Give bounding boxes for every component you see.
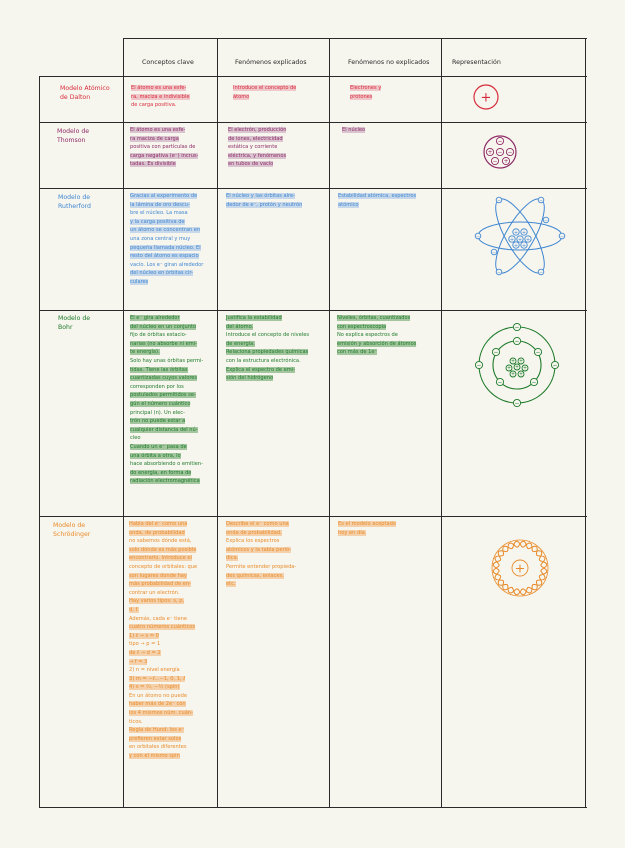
text-line: estática y corriente [228, 144, 278, 151]
text-line: la lámina de oro descu- [130, 201, 190, 208]
text-line: del núcleo en órbitas cir- [130, 270, 193, 277]
thomson-explained-cell [228, 126, 286, 169]
text-line: culares [130, 278, 149, 285]
text-line: onda, de probabilidad [129, 529, 185, 536]
text-line: cuantizadas cuyos valores [130, 375, 198, 382]
electron-symbol: − [476, 234, 480, 240]
proton-symbol: + [518, 359, 524, 365]
text-line: ticos. [129, 718, 143, 725]
thomson-model-name [57, 127, 89, 145]
dalton-model-name [60, 84, 110, 102]
table-left-border [39, 76, 40, 808]
text-line: de ℓ → d = 2 [129, 649, 161, 656]
charge-symbol: − [507, 149, 513, 156]
header-no-explicados: Fenómenos no explicados [348, 59, 430, 66]
nucleus-symbol: + [514, 561, 526, 577]
electron-symbol: − [493, 349, 499, 356]
text-line: atómico [338, 201, 359, 208]
proton-symbol: + [521, 229, 527, 236]
text-line: Explica los espectros [226, 538, 280, 545]
text-line: des químicas, enlaces, [226, 572, 284, 579]
text-line: vacío. Los e⁻ giran alrededor [130, 261, 204, 268]
text-line: Explica el espectro de emi- [226, 366, 296, 373]
column-divider [217, 38, 218, 808]
dalton-concepts-cell [131, 84, 190, 110]
text-line: prefieren estar solos [129, 735, 182, 742]
proton-symbol: + [506, 366, 512, 372]
bohr-explained-cell [226, 314, 309, 383]
rutherford-concepts-cell [130, 192, 203, 287]
row-divider [39, 516, 587, 517]
proton-symbol: + [521, 242, 527, 249]
text-line: → f = 3 [129, 658, 148, 665]
text-line: radiación electromagnética [130, 478, 200, 485]
charge-symbol: + [487, 149, 493, 156]
electron-symbol: − [539, 198, 543, 204]
text-line: del átomo. [226, 323, 254, 330]
thomson-atom-diagram [480, 132, 520, 172]
proton-symbol: + [514, 365, 520, 371]
text-line: dedor de e⁻, protón y neutrón [226, 201, 303, 208]
text-line: haber más de 2e⁻ con [129, 701, 186, 708]
text-line: No explica espectros de [337, 332, 398, 339]
text-line: bre el núcleo. La masa [130, 210, 188, 217]
dalton-unexplained-cell [350, 84, 381, 101]
proton-symbol: + [513, 229, 519, 236]
text-line: 1) ℓ → s = 0 [129, 632, 159, 639]
column-divider [441, 38, 442, 808]
text-line: corresponden por los [130, 383, 184, 390]
text-line: Permite entender propieda- [226, 563, 297, 570]
text-line: más probabilidad de en- [129, 581, 191, 588]
text-line: 2) n = nivel energía [129, 667, 180, 674]
bohr-atom-diagram [474, 322, 560, 408]
dalton-explained-cell [233, 84, 296, 101]
text-line: son lugares donde hay [129, 572, 187, 579]
thomson-unexplained-cell [342, 126, 365, 135]
text-line: tipo → p = 1 [129, 641, 161, 648]
electron-symbol: − [531, 379, 537, 386]
electron-symbol: − [514, 400, 520, 407]
header-conceptos: Conceptos clave [142, 59, 194, 66]
bohr-concepts-cell [130, 314, 203, 486]
proton-symbol: + [522, 366, 528, 372]
electron-symbol: − [476, 362, 482, 369]
text-line: emisión y absorción de átomos [337, 340, 417, 347]
header-explicados: Fenómenos explicados [235, 59, 307, 66]
model-name-line: Schrödinger [53, 531, 91, 538]
text-line: con espectroscopia [337, 323, 387, 330]
text-line: Solo hay unas órbitas permi- [130, 357, 204, 364]
text-line: pequeña llamada núcleo. El [130, 244, 201, 251]
text-line: cuatro números cuánticos [129, 624, 196, 631]
text-line: tadas. Es divisible [130, 161, 176, 168]
model-name-line: Modelo de [57, 128, 90, 135]
text-line: El átomo es una esfe- [130, 127, 186, 133]
text-line: atómicos y la tabla perió- [226, 546, 292, 553]
text-line: encontrarlo. Introduce el [129, 555, 192, 562]
text-line: protones [350, 93, 373, 100]
text-line: cualquier distancia del nú- [130, 426, 198, 433]
text-line: postulados permitidos se- [130, 392, 196, 399]
charge-symbol: + [480, 90, 492, 106]
text-line: del núcleo en un conjunto [130, 323, 197, 330]
text-line: con la estructura electrónica. [226, 357, 301, 364]
electron-symbol: − [497, 379, 503, 386]
text-line: Justifica la estabilidad [226, 315, 282, 321]
text-line: de energía. [226, 340, 255, 347]
electron-symbol: − [552, 362, 558, 369]
electron-symbol: − [497, 270, 501, 276]
text-line: una zona central y muy [130, 235, 191, 242]
text-line: no sabemos dónde está, [129, 538, 192, 545]
thomson-concepts-cell [130, 126, 198, 169]
model-name-line: de Dalton [60, 94, 91, 101]
row-divider [39, 122, 587, 123]
charge-symbol: + [503, 158, 509, 165]
text-line: 4) s = ½, −½ (spin) [129, 684, 180, 691]
schrodinger-explained-cell [226, 520, 296, 589]
text-line: una órbita a otra, lo [130, 452, 181, 459]
text-line: Electrones y [350, 85, 382, 91]
text-line: onda de probabilidad. [226, 529, 282, 536]
bohr-unexplained-cell [337, 314, 416, 357]
proton-symbol: + [525, 236, 531, 243]
column-divider [329, 38, 330, 808]
electron-symbol: − [539, 270, 543, 276]
charge-symbol: − [492, 158, 498, 165]
text-line: Hay varios tipos: s, p, [129, 598, 185, 605]
text-line: sión del hidrógeno [226, 375, 274, 382]
text-line: Habla del e⁻ como una [129, 521, 188, 527]
text-line: un átomo se concentran en [130, 227, 201, 234]
model-name-line: Modelo Atómico [60, 85, 110, 92]
schrodinger-model-name [53, 521, 90, 539]
text-line: átomo [233, 93, 250, 100]
charge-symbol: − [497, 138, 503, 145]
text-line: 3) m = −ℓ...−1, 0, 1, ℓ [129, 675, 186, 682]
text-line: ra maciza de carga [130, 135, 179, 142]
text-line: te energía). [130, 349, 160, 356]
text-line: y la carga positiva de [130, 218, 185, 225]
text-line: Introduce el concepto de [233, 85, 297, 91]
text-line: El núcleo [342, 127, 366, 133]
text-line: de iones, electricidad [228, 135, 283, 142]
table-right-border [585, 38, 586, 808]
table-top-border [123, 38, 587, 39]
text-line: Además, cada e⁻ tiene [129, 615, 187, 622]
text-line: Describe el e⁻ como una [226, 521, 289, 527]
proton-symbol: + [510, 359, 516, 365]
text-line: en orbitales diferentes [129, 744, 187, 751]
text-line: d, f. [129, 606, 139, 613]
text-line: hace absorbiendo o emitien- [130, 461, 203, 468]
dalton-atom-diagram [470, 82, 502, 112]
schrodinger-atom-diagram [488, 536, 552, 600]
text-line: gún el número cuántico [130, 400, 191, 407]
schrodinger-concepts-cell [129, 520, 197, 761]
text-line: trón no puede estar a [130, 418, 186, 425]
text-line: El e⁻ gira alrededor [130, 315, 180, 321]
table-bottom-border [39, 807, 587, 808]
proton-symbol: + [510, 372, 516, 378]
electron-symbol: − [560, 234, 564, 240]
text-line: narias (no absorbe ni emi- [130, 340, 198, 347]
text-line: contrar un electrón. [129, 589, 180, 596]
text-line: Regla de Hund: los e⁻ [129, 727, 185, 734]
text-line: principal (n). Un elec- [130, 409, 185, 416]
text-line: con más de 1e⁻ [337, 349, 378, 356]
text-line: tidas. Tiene las órbitas [130, 366, 188, 373]
text-line: positiva con partículas de [130, 144, 196, 151]
text-line: etc. [226, 581, 236, 588]
text-line: los 4 mismos núm. cuán- [129, 710, 193, 717]
proton-symbol: + [513, 242, 519, 249]
model-name-line: Modelo de [58, 315, 91, 322]
model-name-line: Bohr [58, 324, 73, 331]
rutherford-atom-diagram [472, 190, 568, 282]
electron-symbol: − [535, 349, 541, 356]
text-line: fijo de órbitas estacio- [130, 332, 187, 339]
proton-symbol: + [517, 236, 523, 243]
text-line: hoy en día. [338, 529, 367, 536]
schrodinger-unexplained-cell [338, 520, 396, 537]
text-line: El átomo es una esfe- [131, 85, 187, 91]
text-line: Introduce el concepto de niveles [226, 332, 310, 339]
header-bottom-border [39, 76, 587, 77]
proton-symbol: + [518, 372, 524, 378]
text-line: Gracias al experimento de [130, 193, 198, 199]
proton-symbol: + [509, 236, 515, 243]
text-line: Cuando un e⁻ pasa de [130, 443, 187, 450]
electron-symbol: − [514, 338, 520, 345]
text-line: carga negativa (e⁻) incrus- [130, 152, 199, 159]
model-name-line: Thomson [57, 137, 86, 144]
model-name-line: Modelo de [58, 194, 91, 201]
rutherford-unexplained-cell [338, 192, 416, 209]
text-line: concepto de orbitales: que [129, 563, 198, 570]
header-representacion: Representación [452, 59, 501, 66]
model-name-line: Rutherford [58, 203, 91, 210]
text-line: cleo [130, 435, 141, 442]
text-line: eléctrica, y fenómenos [228, 152, 287, 159]
text-line: solo dónde es más posible [129, 546, 197, 553]
text-line: en tubos de vacío [228, 161, 274, 168]
text-line: y con el mismo spin [129, 753, 180, 760]
text-line: dica. [226, 555, 239, 562]
text-line: Estabilidad atómica, espectros [338, 193, 417, 199]
electron-symbol: − [492, 250, 496, 256]
text-line: de carga positiva. [131, 102, 177, 109]
text-line: resto del átomo es espacio [130, 253, 199, 260]
bohr-model-name [58, 314, 90, 332]
text-line: El núcleo y las órbitas alre- [226, 193, 295, 199]
text-line: Niveles, órbitas, cuantizados [337, 315, 411, 321]
text-line: do energía, en forma de [130, 469, 192, 476]
rutherford-model-name [58, 193, 91, 211]
model-name-line: Modelo de [53, 522, 86, 529]
row-divider [39, 310, 587, 311]
text-line: Relaciona propiedades químicas [226, 349, 309, 356]
rutherford-explained-cell [226, 192, 302, 209]
electron-symbol: − [497, 198, 501, 204]
electron-symbol: − [514, 324, 520, 331]
text-line: ra, maciza e indivisible [131, 93, 190, 100]
column-divider [123, 38, 124, 808]
electron-symbol: − [544, 218, 548, 224]
text-line: En un átomo no puede [129, 692, 188, 699]
text-line: Es el modelo aceptado [338, 521, 397, 527]
text-line: El electrón, producción [228, 127, 287, 133]
charge-symbol: − [497, 149, 503, 156]
